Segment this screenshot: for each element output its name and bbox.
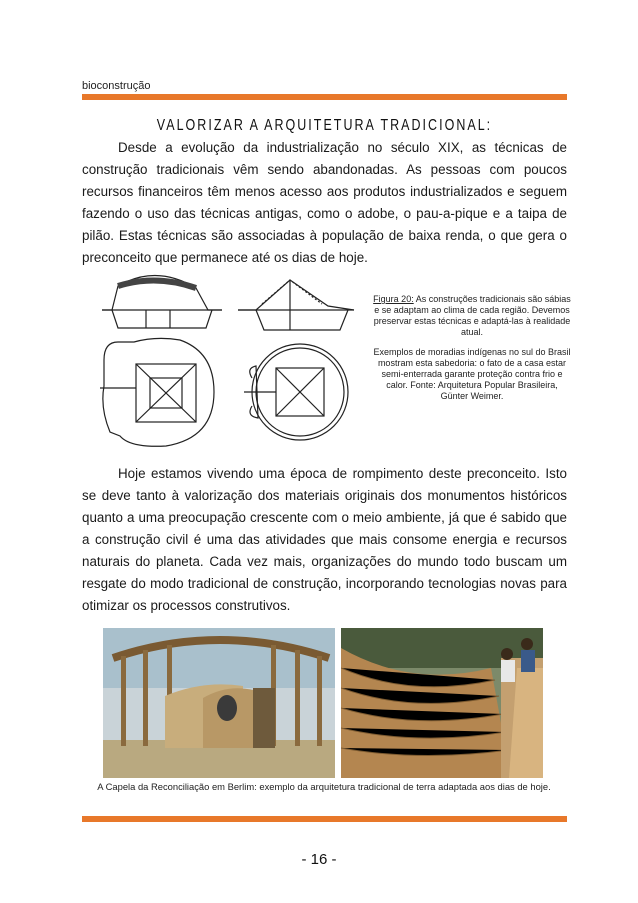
figure-20-caption-text: As construções tradicionais são sábias e se adaptam ao clima de cada região. Devemos preservar estas técnicas e adaptá-las à realidade atual. bbox=[373, 294, 571, 337]
house-plan-right bbox=[244, 344, 348, 440]
house-section-left bbox=[102, 275, 222, 328]
footer-rule bbox=[82, 816, 567, 822]
paragraph-intro-text: Desde a evolução da industrialização no século XIX, as técnicas de construção tradicionais vêm sendo abandonadas. As pessoas com poucos recursos financeiros têm menos acesso aos produtos industrializados e seguem fazendo o uso das técnicas antigas, como o adobe, o pau-a-pique e a taipa de pilão. Estas técnicas são associadas à população de baixa renda, o que gera o preconceito que permanece até os dias de hoje. bbox=[82, 140, 567, 265]
photo-chapel-construction bbox=[341, 628, 543, 778]
house-section-right bbox=[238, 280, 354, 330]
page-number: - 16 - bbox=[301, 851, 337, 868]
house-plan-left bbox=[100, 338, 214, 446]
figure-20-detail: Exemplos de moradias indígenas no sul do Brasil mostram esta sabedoria: o fato de a casa estar semi-enterrada garante proteção contra frio e calor. Fonte: Arquitetura Popular Brasileira, Günter Weimer. bbox=[373, 347, 571, 401]
figure-20-ref: Figura 20: bbox=[373, 294, 414, 304]
paragraph-modern bbox=[82, 463, 567, 617]
figure-20-caption bbox=[372, 294, 572, 338]
photo-caption: A Capela da Reconciliação em Berlim: exemplo da arquitetura tradicional de terra adaptada aos dias de hoje. bbox=[97, 781, 551, 792]
header-rule bbox=[82, 94, 567, 100]
paragraph-modern-text: Hoje estamos vivendo uma época de rompimento deste preconceito. Isto se deve tanto à valorização dos materiais originais dos monumentos históricos quanto a uma preocupação crescente com o meio ambiente, já que é sabido que a construção civil é uma das atividades que mais consome energia e recursos naturais do planeta. Cada vez mais, organizações do mundo todo buscam um resgate do modo tradicional de construção, incorporando tecnologias novas para otimizar os processos construtivos. bbox=[82, 466, 567, 613]
figure-20-drawings bbox=[96, 268, 362, 452]
section-label: bioconstrução bbox=[82, 80, 151, 92]
section-title: VALORIZAR A ARQUITETURA TRADICIONAL: bbox=[156, 117, 493, 134]
paragraph-intro bbox=[82, 137, 567, 269]
photo-chapel-exterior bbox=[103, 628, 335, 778]
